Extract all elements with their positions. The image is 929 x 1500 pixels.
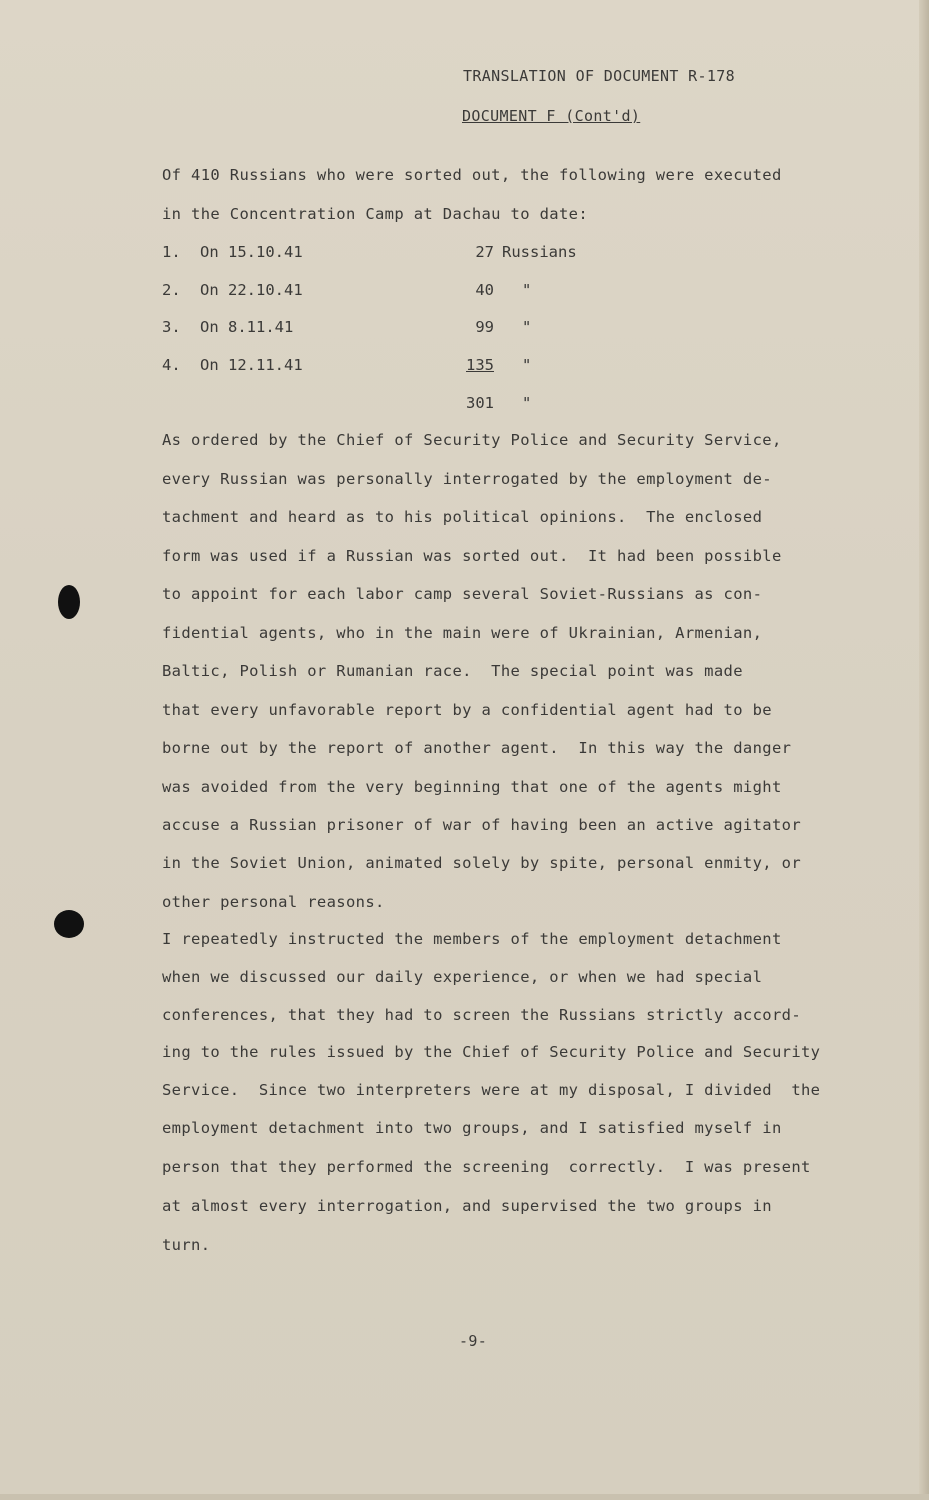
punch-hole-upper xyxy=(58,585,80,619)
paper-edge-right xyxy=(919,0,929,1500)
punch-hole-lower xyxy=(54,910,84,938)
body-line: accuse a Russian prisoner of war of having been an active agitator xyxy=(162,816,801,834)
body-line: fidential agents, who in the main were of Ukrainian, Armenian, xyxy=(162,624,763,642)
body-line: turn. xyxy=(162,1236,211,1254)
body-line: form was used if a Russian was sorted out. It had been possible xyxy=(162,547,782,565)
body-line: when we discussed our daily experience, or when we had special xyxy=(162,968,763,986)
row-number: 1. xyxy=(162,243,181,261)
body-line: was avoided from the very beginning that one of the agents might xyxy=(162,778,782,796)
table-row xyxy=(0,243,929,265)
body-line: Service. Since two interpreters were at my disposal, I divided the xyxy=(162,1081,821,1099)
row-unit: Russians xyxy=(502,243,577,261)
row-count: 40 xyxy=(475,281,494,299)
row-unit: " xyxy=(522,356,532,374)
page-number: -9- xyxy=(459,1332,488,1350)
row-date: On 8.11.41 xyxy=(200,318,294,336)
body-line: in the Soviet Union, animated solely by spite, personal enmity, or xyxy=(162,854,801,872)
table-total-row xyxy=(0,394,929,416)
row-count: 135 xyxy=(466,356,494,374)
row-count: 99 xyxy=(475,318,494,336)
body-line: that every unfavorable report by a confidential agent had to be xyxy=(162,701,772,719)
body-line: other personal reasons. xyxy=(162,893,385,911)
total-count: 301 xyxy=(466,394,494,412)
body-line: employment detachment into two groups, and I satisfied myself in xyxy=(162,1119,782,1137)
body-line: I repeatedly instructed the members of the employment detachment xyxy=(162,930,782,948)
table-row xyxy=(0,281,929,303)
paper-edge-bottom xyxy=(0,1494,929,1500)
body-line: ing to the rules issued by the Chief of Security Police and Security xyxy=(162,1043,821,1061)
body-line: tachment and heard as to his political opinions. The enclosed xyxy=(162,508,763,526)
body-line: Baltic, Polish or Rumanian race. The special point was made xyxy=(162,662,743,680)
body-line: at almost every interrogation, and supervised the two groups in xyxy=(162,1197,772,1215)
intro-line: Of 410 Russians who were sorted out, the following were executed xyxy=(162,166,782,184)
row-number: 2. xyxy=(162,281,181,299)
row-unit: " xyxy=(522,281,532,299)
row-number: 3. xyxy=(162,318,181,336)
row-date: On 15.10.41 xyxy=(200,243,303,261)
table-row xyxy=(0,356,929,378)
row-number: 4. xyxy=(162,356,181,374)
row-unit: " xyxy=(522,318,532,336)
row-count: 27 xyxy=(475,243,494,261)
total-unit: " xyxy=(522,394,532,412)
intro-line: in the Concentration Camp at Dachau to date: xyxy=(162,205,588,223)
body-line: person that they performed the screening correctly. I was present xyxy=(162,1158,811,1176)
body-line: As ordered by the Chief of Security Police and Security Service, xyxy=(162,431,782,449)
row-date: On 22.10.41 xyxy=(200,281,303,299)
body-line: conferences, that they had to screen the Russians strictly accord- xyxy=(162,1006,801,1024)
body-line: every Russian was personally interrogated by the employment de- xyxy=(162,470,772,488)
body-line: to appoint for each labor camp several Soviet-Russians as con- xyxy=(162,585,763,603)
body-line: borne out by the report of another agent. In this way the danger xyxy=(162,739,792,757)
table-row xyxy=(0,318,929,340)
row-date: On 12.11.41 xyxy=(200,356,303,374)
document-title: TRANSLATION OF DOCUMENT R-178 xyxy=(463,67,736,85)
document-subtitle: DOCUMENT F (Cont'd) xyxy=(462,107,641,125)
